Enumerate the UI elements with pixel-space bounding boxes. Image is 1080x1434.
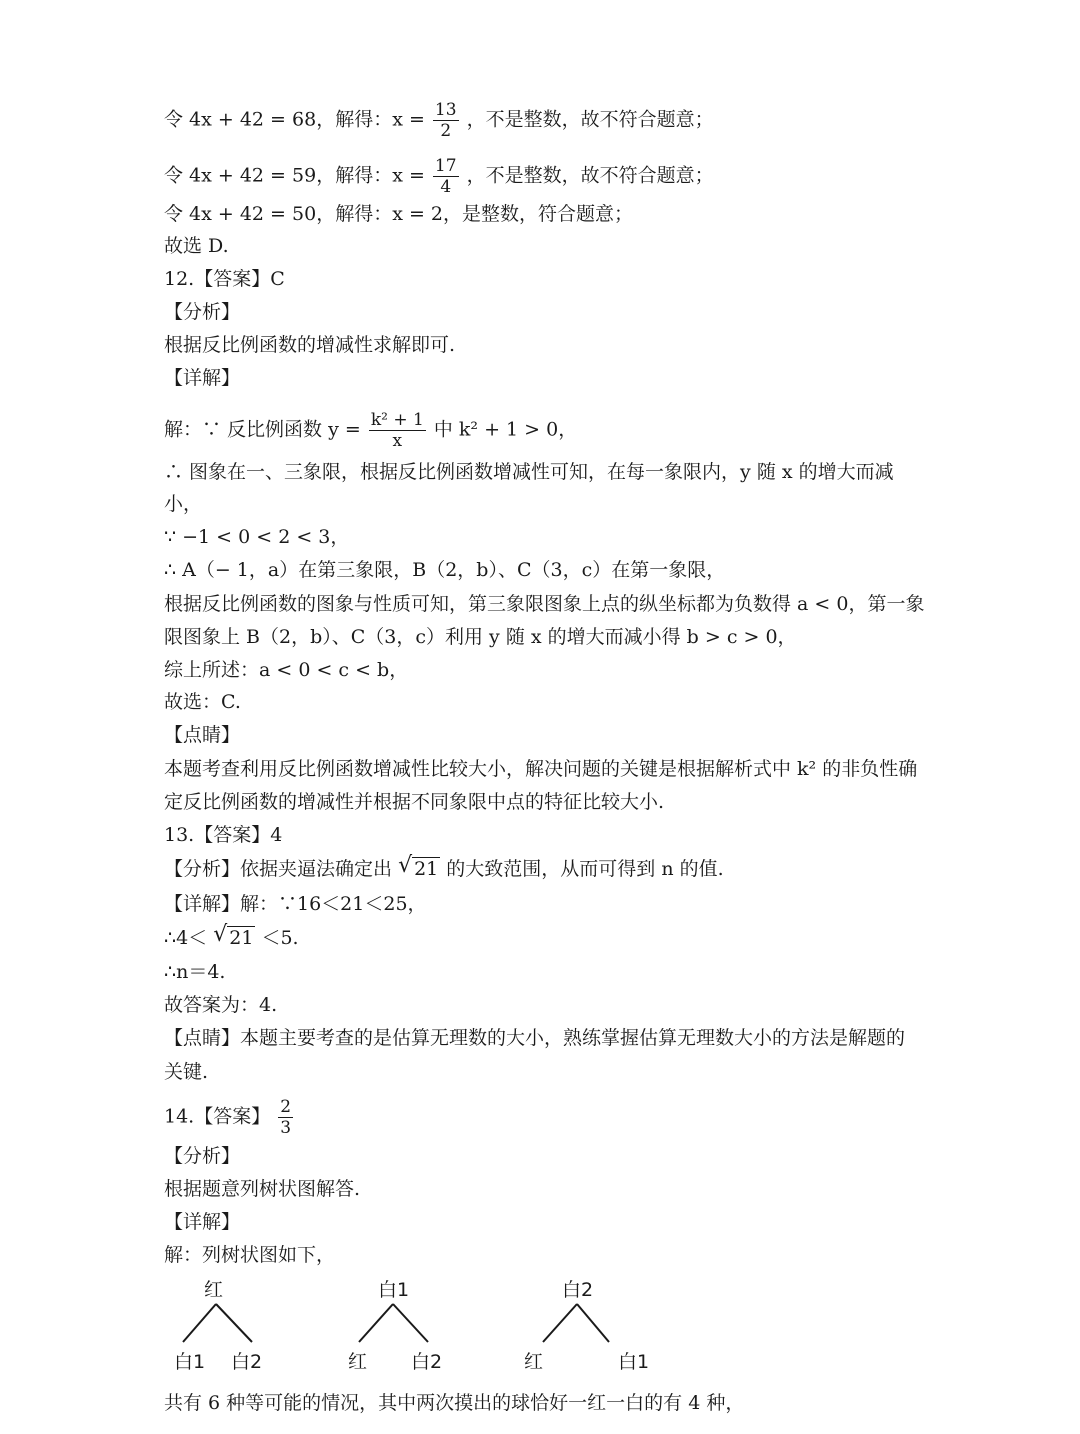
solution-line-3: 令 4x + 42 = 50，解得：x = 2，是整数，符合题意； — [164, 203, 633, 225]
q12-comment-line-1: 本题考查利用反比例函数增减性比较大小，解决问题的关键是根据解析式中 k² 的非负性确 — [164, 758, 918, 780]
tree-branch — [393, 1304, 428, 1342]
tree-branch — [543, 1304, 577, 1342]
q13-detail-line-4: 故答案为：4. — [164, 994, 278, 1016]
solution-line-1 — [164, 100, 714, 141]
text-segment: 的大致范围，从而可得到 n 的值. — [446, 858, 724, 880]
tree-2-left: 红 — [348, 1351, 368, 1373]
q13-detail-line-3: ∴n＝4. — [164, 961, 226, 983]
q12-detail-line-9: 故选：C. — [164, 691, 241, 713]
tree-branch — [183, 1304, 216, 1342]
q14-detail-heading: 【详解】 — [164, 1211, 241, 1233]
q12-analysis: 根据反比例函数的增减性求解即可. — [164, 334, 456, 356]
q14-detail-line-1: 解：列树状图如下， — [164, 1244, 336, 1266]
tree-3-right: 白1 — [618, 1351, 650, 1373]
q12-detail-line-7: 限图象上 B（2，b）、C（3，c）利用 y 随 x 的增大而减小得 b > c > 0， — [164, 626, 797, 648]
text-segment: 解：∵ 反比例函数 y = — [164, 418, 361, 441]
fraction-numerator: 17 — [434, 156, 457, 176]
tree-branch — [577, 1304, 609, 1342]
tree-1-left: 白1 — [174, 1351, 206, 1373]
q12-detail-line-3: 小， — [164, 493, 203, 515]
text-segment: ∴4＜ — [164, 927, 208, 949]
fraction — [433, 100, 459, 141]
q12-detail-heading: 【详解】 — [164, 367, 241, 389]
q12-analysis-heading: 【分析】 — [164, 301, 241, 323]
radicand: 21 — [414, 858, 439, 880]
q14-summary: 共有 6 种等可能的情况，其中两次摸出的球恰好一红一白的有 4 种， — [164, 1392, 745, 1414]
text-segment: ，不是整数，故不符合题意； — [466, 108, 714, 131]
q12-detail-line-2: ∴ 图象在一、三象限，根据反比例函数增减性可知，在每一象限内，y 随 x 的增大而减 — [164, 461, 894, 483]
tree-2-root: 白1 — [378, 1279, 410, 1301]
text-segment: 【分析】依据夹逼法确定出 — [164, 858, 393, 880]
radicand: 21 — [229, 927, 254, 949]
tree-3-left: 红 — [524, 1351, 544, 1373]
text-segment: 中 k² + 1 > 0， — [433, 418, 578, 441]
q12-detail-line-8: 综上所述：a < 0 < c < b， — [164, 659, 409, 681]
tree-3-root: 白2 — [562, 1279, 594, 1301]
tree-branch — [359, 1304, 393, 1342]
tree-1-root: 红 — [204, 1279, 224, 1301]
text-segment: 14.【答案】 — [164, 1105, 271, 1128]
solution-line-2 — [164, 156, 714, 197]
q12-comment-heading: 【点睛】 — [164, 724, 241, 746]
q13-answer: 13.【答案】4 — [164, 824, 283, 846]
tree-2-right: 白2 — [411, 1351, 443, 1373]
q12-detail-line-5: ∴ A（− 1，a）在第三象限，B（2，b）、C（3，c）在第一象限， — [164, 559, 726, 581]
q13-detail-line-1: 【详解】解：∵16＜21＜25， — [164, 893, 427, 915]
q14-analysis-heading: 【分析】 — [164, 1145, 241, 1167]
q12-answer: 12.【答案】C — [164, 268, 285, 290]
q14-answer — [164, 1097, 295, 1138]
fraction — [369, 410, 426, 451]
square-root — [213, 925, 255, 951]
fraction-denominator: x — [392, 431, 403, 451]
q12-detail-line-4: ∵ −1 < 0 < 2 < 3， — [164, 526, 350, 548]
text-segment: 令 4x + 42 = 59，解得：x = — [164, 164, 425, 187]
q13-comment-line-1: 【点睛】本题主要考查的是估算无理数的大小，熟练掌握估算无理数大小的方法是解题的 — [164, 1027, 906, 1049]
tree-branch — [216, 1304, 252, 1342]
q12-detail-line-6: 根据反比例函数的图象与性质可知，第三象限图象上点的纵坐标都为负数得 a < 0，第一象 — [164, 593, 925, 615]
text-segment: 令 4x + 42 = 68，解得：x = — [164, 108, 425, 131]
fraction-denominator: 3 — [280, 1118, 292, 1138]
square-root — [398, 856, 440, 882]
q13-analysis — [164, 856, 724, 882]
solution-line-4: 故选 D. — [164, 235, 229, 257]
fraction — [433, 156, 459, 197]
q12-comment-line-2: 定反比例函数的增减性并根据不同象限中点的特征比较大小. — [164, 791, 665, 813]
tree-1-right: 白2 — [231, 1351, 263, 1373]
fraction-numerator: 13 — [434, 100, 457, 120]
fraction-denominator: 2 — [440, 121, 452, 141]
q13-comment-line-2: 关键. — [164, 1061, 209, 1083]
fraction — [278, 1097, 293, 1138]
text-segment: ＜5. — [261, 927, 299, 949]
q12-detail-line-1 — [164, 410, 577, 451]
fraction-numerator: k² + 1 — [370, 410, 424, 430]
fraction-denominator: 4 — [440, 177, 452, 197]
text-segment: ，不是整数，故不符合题意； — [466, 164, 714, 187]
q13-detail-line-2 — [164, 925, 299, 951]
fraction-numerator: 2 — [280, 1097, 292, 1117]
q14-analysis: 根据题意列树状图解答. — [164, 1178, 361, 1200]
